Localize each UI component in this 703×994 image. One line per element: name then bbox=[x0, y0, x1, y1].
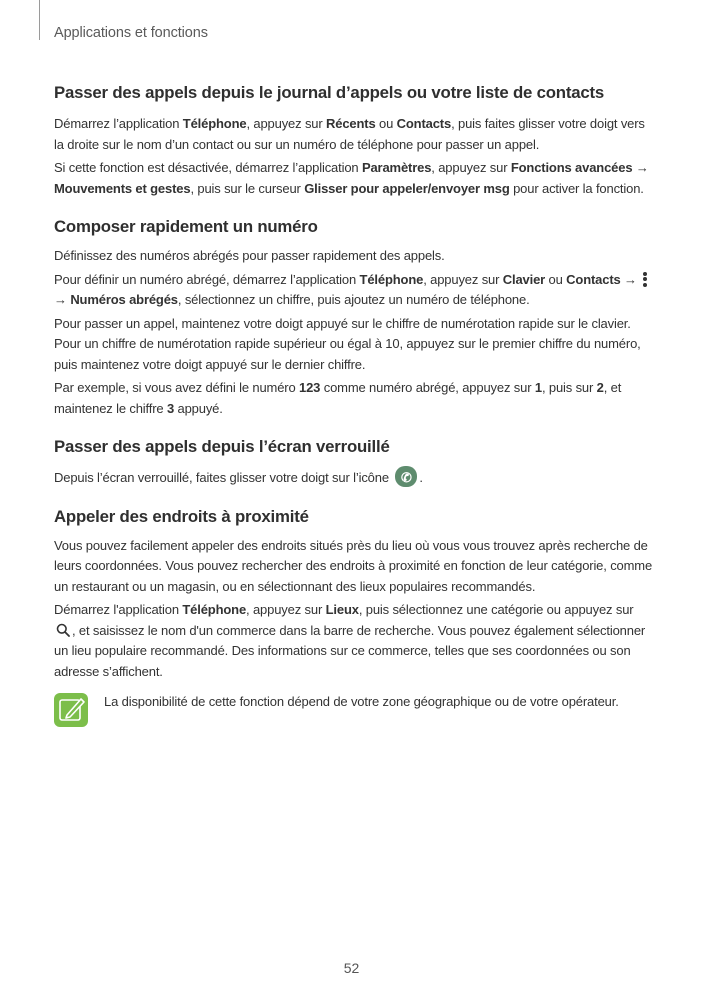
paragraph: Démarrez l'application Téléphone, appuyez sur Lieux, puis sélectionnez une catégorie ou appuyez sur , et saisissez le nom d'un commerce dans la barre de recherche. Vous pouvez également sélectionner un lieu populaire recommandé. Des informations sur ce commerce, telles que ses coordonnées ou son adresse s’affichent. bbox=[54, 602, 646, 679]
paragraph: Depuis l’écran verrouillé, faites glisser votre doigt sur l’icône ✆ . bbox=[54, 466, 654, 489]
section-heading-speed-dial: Composer rapidement un numéro bbox=[54, 217, 318, 236]
more-options-icon bbox=[642, 272, 648, 287]
phone-icon: ✆ bbox=[395, 466, 417, 487]
note-pencil-icon bbox=[54, 693, 88, 727]
paragraph: Si cette fonction est désactivée, démarrez l’application Paramètres, appuyez sur Fonctions avancées → Mouvements et gestes, puis sur le curseur Glisser pour appeler/envoyer msg pour activer la fonction. bbox=[54, 160, 649, 196]
section-heading-nearby-places: Appeler des endroits à proximité bbox=[54, 506, 309, 526]
header-divider bbox=[39, 0, 40, 40]
running-header: Applications et fonctions bbox=[54, 25, 208, 41]
section-heading-call-from-log: Passer des appels depuis le journal d’appels ou votre liste de contacts bbox=[54, 83, 605, 102]
paragraph: Pour définir un numéro abrégé, démarrez l’application Téléphone, appuyez sur Clavier ou Contacts → → Numéros abrégés, sélectionnez un chiffre, puis ajoutez un numéro de téléphone. bbox=[54, 270, 654, 311]
page-number: 52 bbox=[343, 960, 360, 976]
page-content bbox=[54, 82, 654, 713]
paragraph: Pour passer un appel, maintenez votre doigt appuyé sur le chiffre de numérotation rapide sur le clavier. Pour un chiffre de numérotation rapide supérieur ou égal à 10, appuyez sur le premier chiffre du numéro, puis maintenez votre doigt appuyé sur le dernier chiffre. bbox=[54, 315, 641, 372]
paragraph: Démarrez l’application Téléphone, appuyez sur Récents ou Contacts, puis faites glisser votre doigt vers la droite sur le nom d’un contact ou sur un numéro de téléphone pour passer un appel. bbox=[54, 116, 645, 152]
paragraph: Par exemple, si vous avez défini le numéro 123 comme numéro abrégé, appuyez sur 1, puis sur 2, et maintenez le chiffre 3 appuyé. bbox=[54, 380, 622, 416]
note-text: La disponibilité de cette fonction dépend de votre zone géographique ou de votre opérateur. bbox=[104, 694, 619, 709]
paragraph: Définissez des numéros abrégés pour passer rapidement des appels. bbox=[54, 248, 445, 263]
section-heading-lock-screen: Passer des appels depuis l’écran verrouillé bbox=[54, 437, 390, 456]
search-icon bbox=[56, 623, 70, 637]
paragraph: Vous pouvez facilement appeler des endroits situés près du lieu où vous vous trouvez après recherche de leurs coordonnées. Vous pouvez rechercher des endroits à proximité en fonction de leur catégorie, comme un restaurant ou un magasin, ou en sélectionnant des lieux populaires recommandés. bbox=[54, 537, 653, 594]
note-block bbox=[54, 692, 654, 713]
